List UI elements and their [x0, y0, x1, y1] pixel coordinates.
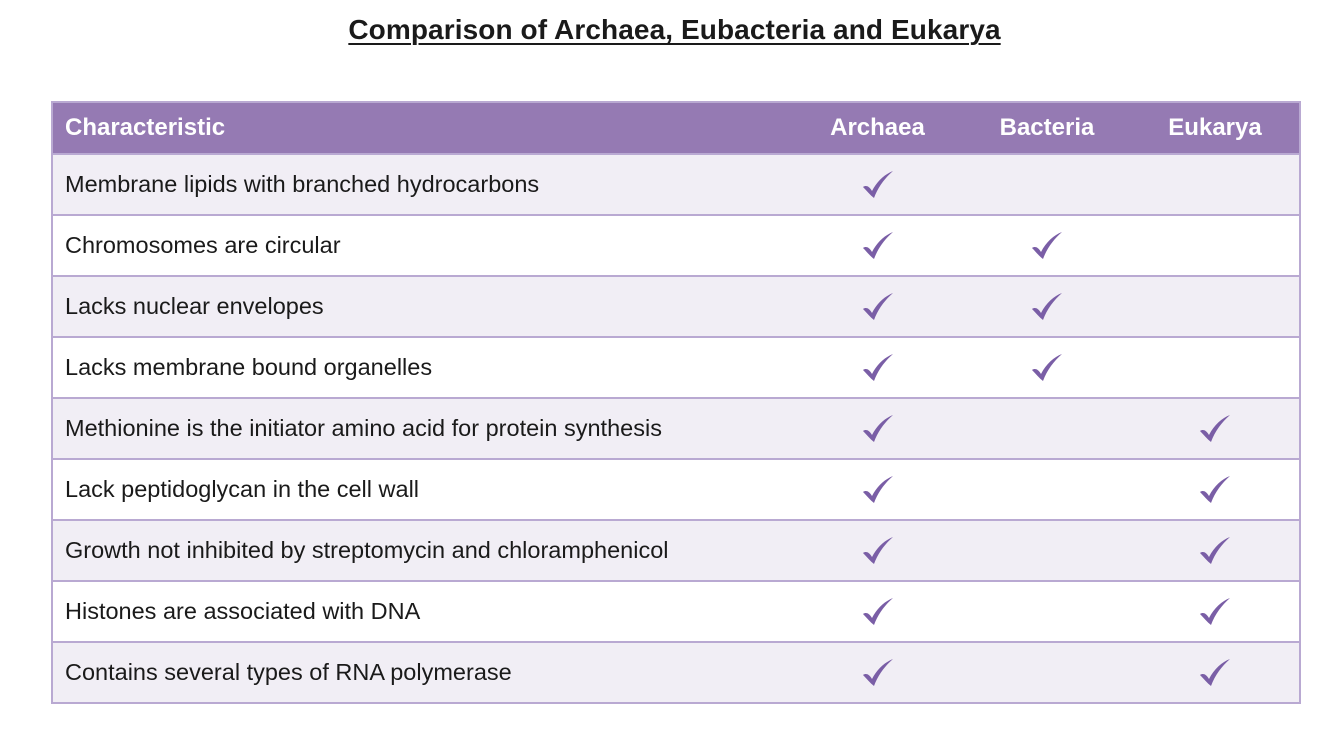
checkmark-icon [860, 352, 896, 384]
characteristic-cell: Histones are associated with DNA [52, 581, 792, 642]
table-body [52, 154, 1300, 703]
checkmark-icon [860, 230, 896, 262]
bacteria-cell [963, 398, 1131, 459]
table-row [52, 398, 1300, 459]
checkmark-icon [860, 413, 896, 445]
table-row [52, 581, 1300, 642]
archaea-cell [792, 520, 963, 581]
bacteria-cell [963, 215, 1131, 276]
characteristic-cell: Lacks nuclear envelopes [52, 276, 792, 337]
bacteria-cell [963, 642, 1131, 703]
checkmark-icon [860, 657, 896, 689]
checkmark-icon [860, 169, 896, 201]
checkmark-icon [1197, 657, 1233, 689]
eukarya-cell [1131, 276, 1300, 337]
bacteria-cell [963, 276, 1131, 337]
bacteria-cell [963, 459, 1131, 520]
bacteria-cell [963, 154, 1131, 215]
checkmark-icon [860, 596, 896, 628]
header-bacteria: Bacteria [963, 102, 1131, 154]
comparison-table-container [51, 101, 1299, 704]
archaea-cell [792, 459, 963, 520]
archaea-cell [792, 215, 963, 276]
table-row [52, 276, 1300, 337]
archaea-cell [792, 154, 963, 215]
checkmark-icon [860, 535, 896, 567]
eukarya-cell [1131, 154, 1300, 215]
eukarya-cell [1131, 581, 1300, 642]
eukarya-cell [1131, 337, 1300, 398]
eukarya-cell [1131, 520, 1300, 581]
characteristic-cell: Lacks membrane bound organelles [52, 337, 792, 398]
checkmark-icon [1197, 413, 1233, 445]
eukarya-cell [1131, 215, 1300, 276]
checkmark-icon [1029, 230, 1065, 262]
eukarya-cell [1131, 642, 1300, 703]
characteristic-cell: Growth not inhibited by streptomycin and chloramphenicol [52, 520, 792, 581]
checkmark-icon [1197, 474, 1233, 506]
page-title: Comparison of Archaea, Eubacteria and Eukarya [348, 14, 1001, 45]
eukarya-cell [1131, 459, 1300, 520]
comparison-table [51, 101, 1301, 704]
eukarya-cell [1131, 398, 1300, 459]
table-header-row [52, 102, 1300, 154]
table-row [52, 459, 1300, 520]
checkmark-icon [1029, 291, 1065, 323]
checkmark-icon [860, 474, 896, 506]
bacteria-cell [963, 337, 1131, 398]
header-eukarya: Eukarya [1131, 102, 1300, 154]
bacteria-cell [963, 520, 1131, 581]
archaea-cell [792, 581, 963, 642]
table-row [52, 642, 1300, 703]
characteristic-cell: Chromosomes are circular [52, 215, 792, 276]
archaea-cell [792, 337, 963, 398]
checkmark-icon [1197, 596, 1233, 628]
archaea-cell [792, 276, 963, 337]
characteristic-cell: Contains several types of RNA polymerase [52, 642, 792, 703]
header-characteristic: Characteristic [52, 102, 792, 154]
checkmark-icon [860, 291, 896, 323]
table-row [52, 520, 1300, 581]
bacteria-cell [963, 581, 1131, 642]
header-archaea: Archaea [792, 102, 963, 154]
characteristic-cell: Lack peptidoglycan in the cell wall [52, 459, 792, 520]
archaea-cell [792, 642, 963, 703]
checkmark-icon [1029, 352, 1065, 384]
characteristic-cell: Membrane lipids with branched hydrocarbons [52, 154, 792, 215]
table-row [52, 337, 1300, 398]
table-row [52, 215, 1300, 276]
characteristic-cell: Methionine is the initiator amino acid for protein synthesis [52, 398, 792, 459]
table-row [52, 154, 1300, 215]
checkmark-icon [1197, 535, 1233, 567]
archaea-cell [792, 398, 963, 459]
